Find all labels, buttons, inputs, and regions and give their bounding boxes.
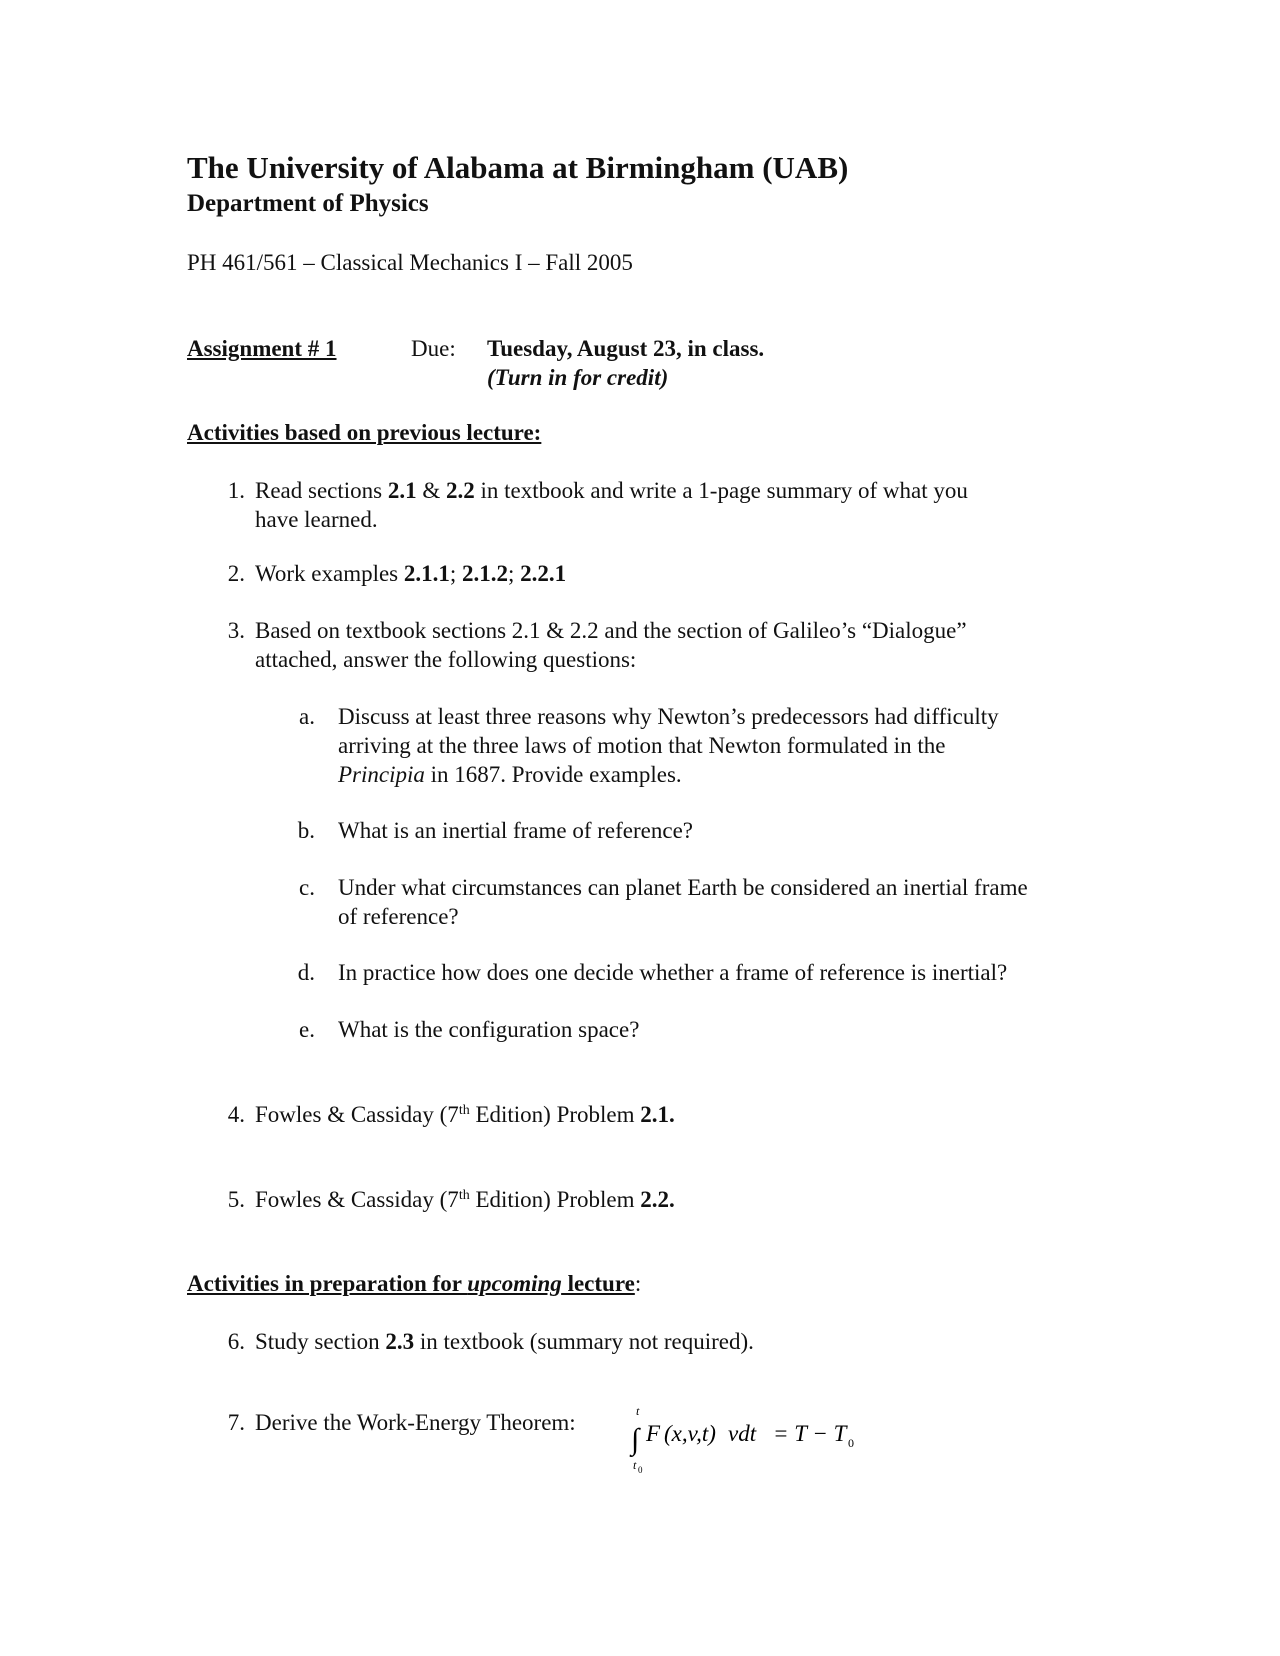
heading-run: upcoming bbox=[467, 1271, 562, 1296]
item-number: 6. bbox=[227, 1329, 245, 1354]
item-text bbox=[255, 1100, 675, 1129]
integral-sign: ∫ bbox=[631, 1423, 640, 1456]
item-letter: a. bbox=[299, 704, 315, 729]
course-line: PH 461/561 – Classical Mechanics I – Fall 2005 bbox=[187, 250, 633, 275]
text-run: & bbox=[416, 478, 446, 503]
item-number: 4. bbox=[227, 1102, 245, 1127]
equation-arguments: (x,v,t) bbox=[664, 1421, 716, 1446]
text-run: of reference? bbox=[338, 904, 459, 929]
item-text bbox=[255, 476, 968, 534]
superscript: th bbox=[458, 1103, 470, 1118]
equation-vdt: vdt bbox=[728, 1421, 757, 1446]
text-run: Study section bbox=[255, 1329, 386, 1354]
book-title: Principia bbox=[338, 762, 425, 787]
item-number: 7. bbox=[227, 1410, 245, 1435]
text-run: Work examples bbox=[255, 561, 404, 586]
item-text bbox=[255, 616, 967, 674]
section-ref: 2.1 bbox=[387, 478, 417, 503]
problem-ref: 2.1. bbox=[640, 1102, 675, 1127]
due-date: Tuesday, August 23, in class. bbox=[487, 336, 765, 361]
text-run: ; bbox=[508, 561, 521, 586]
text-run: in 1687. Provide examples. bbox=[424, 762, 682, 787]
superscript: th bbox=[458, 1188, 470, 1203]
university-title: The University of Alabama at Birmingham (UAB) bbox=[187, 150, 849, 185]
example-ref: 2.1.2 bbox=[462, 561, 509, 586]
item-number: 2. bbox=[227, 561, 245, 586]
item-text bbox=[338, 873, 1028, 931]
text-run: in textbook (summary not required). bbox=[414, 1329, 754, 1354]
text-run: Edition) Problem bbox=[469, 1102, 641, 1127]
integral-upper-limit: t bbox=[636, 1405, 640, 1418]
work-energy-equation bbox=[628, 1405, 868, 1475]
section-heading-text: Activities based on previous lecture: bbox=[187, 420, 542, 445]
item-number: 1. bbox=[227, 478, 245, 503]
section-ref: 2.3 bbox=[385, 1329, 415, 1354]
integral-lower-limit: t bbox=[633, 1458, 637, 1472]
text-run: ; bbox=[449, 561, 463, 586]
item-letter: e. bbox=[299, 1017, 315, 1042]
item-text bbox=[255, 559, 566, 588]
heading-run: Activities in preparation for bbox=[187, 1271, 468, 1296]
item-letter: d. bbox=[297, 960, 315, 985]
department-title: Department of Physics bbox=[187, 190, 429, 217]
section-heading-previous bbox=[187, 420, 541, 446]
section-ref: 2.2 bbox=[446, 478, 475, 503]
item-text bbox=[255, 1185, 675, 1214]
text-run: attached, answer the following questions: bbox=[255, 647, 637, 672]
item-text: What is the configuration space? bbox=[338, 1017, 640, 1042]
item-text bbox=[255, 1327, 754, 1356]
integral-lower-subscript: 0 bbox=[638, 1465, 643, 1475]
item-letter: c. bbox=[299, 875, 315, 900]
text-run: Based on textbook sections 2.1 & 2.2 and the section of Galileo’s “Dialogue” bbox=[255, 618, 967, 643]
item-text bbox=[338, 702, 999, 789]
text-run: Discuss at least three reasons why Newton’s predecessors had difficulty bbox=[338, 704, 999, 729]
text-run: Under what circumstances can planet Earth be considered an inertial frame bbox=[338, 875, 1028, 900]
assignment-label: Assignment # 1 bbox=[187, 336, 337, 361]
item-text: In practice how does one decide whether a frame of reference is inertial? bbox=[338, 960, 1008, 985]
equation-rhs: = T − T bbox=[773, 1421, 847, 1446]
text-run: have learned. bbox=[255, 507, 378, 532]
problem-ref: 2.2. bbox=[640, 1187, 675, 1212]
item-number: 5. bbox=[227, 1187, 245, 1212]
section-heading-upcoming bbox=[187, 1271, 641, 1297]
due-label: Due: bbox=[411, 336, 456, 361]
text-run: Edition) Problem bbox=[469, 1187, 641, 1212]
equation-rhs-subscript: 0 bbox=[848, 1436, 854, 1450]
due-note: (Turn in for credit) bbox=[487, 365, 669, 390]
text-run: Fowles & Cassiday (7 bbox=[255, 1102, 459, 1127]
example-ref: 2.2.1 bbox=[520, 561, 567, 586]
text-run: arriving at the three laws of motion that Newton formulated in the bbox=[338, 733, 946, 758]
item-text: What is an inertial frame of reference? bbox=[338, 818, 694, 843]
heading-run: : bbox=[634, 1271, 642, 1296]
text-run: Fowles & Cassiday (7 bbox=[255, 1187, 459, 1212]
example-ref: 2.1.1 bbox=[403, 561, 450, 586]
equation-force: F bbox=[646, 1421, 661, 1446]
item-letter: b. bbox=[297, 818, 315, 843]
item-text: Derive the Work-Energy Theorem: bbox=[255, 1410, 576, 1435]
text-run: Read sections bbox=[255, 478, 388, 503]
heading-run: lecture bbox=[561, 1271, 635, 1296]
text-run: in textbook and write a 1-page summary of what you bbox=[474, 478, 968, 503]
item-number: 3. bbox=[227, 618, 245, 643]
